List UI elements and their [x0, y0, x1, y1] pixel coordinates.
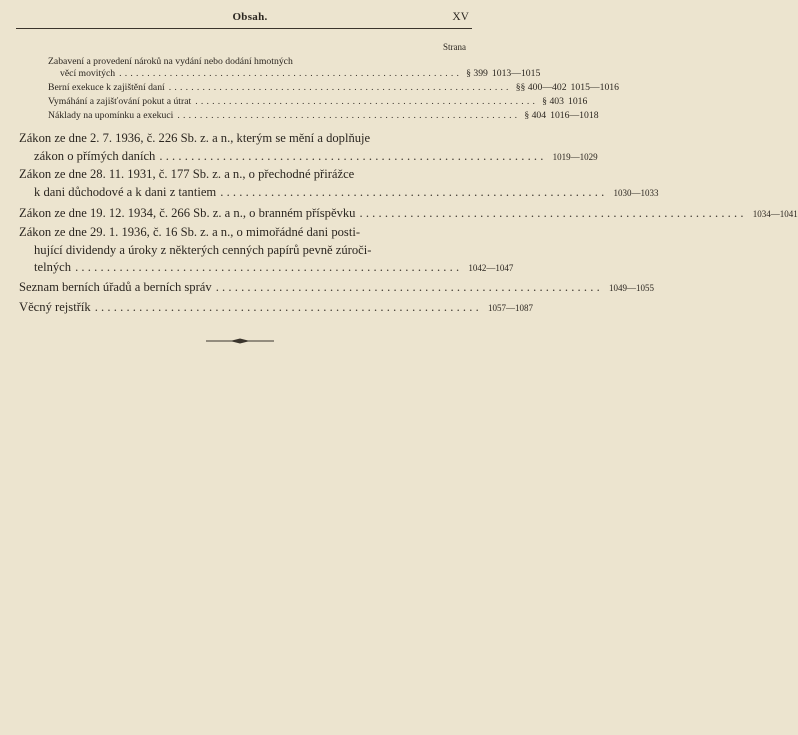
- toc-entry-section: § 404: [524, 110, 547, 121]
- toc-entry-section: § 403: [542, 96, 564, 107]
- leader-dots: .............................................................: [119, 68, 463, 79]
- toc-entry: [34, 260, 514, 275]
- ornament-divider-icon: [206, 337, 274, 345]
- toc-entry-pages: 1042—1047: [468, 263, 514, 273]
- toc-entry-text: telných: [34, 260, 72, 274]
- toc-entry-pages: 1016—1018: [550, 110, 599, 121]
- toc-entry-text: Zákon ze dne 2. 7. 1936, č. 226 Sb. z. a n., kterým se mění a doplňuje: [19, 131, 371, 145]
- toc-entry-section: §§ 400—402: [515, 82, 567, 93]
- toc-entry-text: hující dividendy a úroky z některých cenných papírů pevně zúroči-: [34, 243, 372, 257]
- toc-entry-pages: 1015—1016: [570, 82, 619, 93]
- toc-entry: [19, 300, 533, 315]
- toc-entry-text: Zákon ze dne 19. 12. 1934, č. 266 Sb. z. a n., o branném příspěvku: [19, 206, 356, 220]
- toc-entry-pages: 1013—1015: [491, 68, 541, 79]
- leader-dots: .............................................................: [94, 300, 482, 314]
- leader-dots: .............................................................: [215, 280, 603, 294]
- toc-entry-pages: 1057—1087: [487, 303, 533, 313]
- toc-entry-text: k dani důchodové a k dani z tantiem: [34, 185, 217, 199]
- toc-entry: [19, 280, 654, 295]
- toc-entry: [34, 185, 659, 200]
- toc-entry-text: Náklady na upomínku a exekuci: [48, 110, 174, 121]
- leader-dots: .............................................................: [359, 206, 747, 220]
- toc-entry-text: Zákon ze dne 29. 1. 1936, č. 16 Sb. z. a n., o mimořádné dani posti-: [19, 225, 361, 239]
- leader-dots: .............................................................: [195, 96, 539, 107]
- toc-entry-text: Vymáhání a zajišťování pokut a útrat: [48, 96, 192, 107]
- toc-entry: [60, 68, 541, 79]
- header-rule: [16, 28, 472, 29]
- toc-entry: [48, 110, 599, 121]
- toc-entry-text: zákon o přímých daních: [34, 149, 156, 163]
- toc-entry-pages: 1034—1041: [752, 209, 798, 219]
- running-header-title: Obsah.: [232, 11, 268, 23]
- page-number: XV: [452, 11, 469, 23]
- toc-entry: [48, 82, 619, 93]
- toc-entry-pages: 1016: [567, 96, 588, 107]
- leader-dots: .............................................................: [75, 260, 463, 274]
- toc-entry-text: Věcný rejstřík: [19, 300, 91, 314]
- leader-dots: .............................................................: [168, 82, 512, 93]
- toc-entry-pages: 1049—1055: [608, 283, 654, 293]
- toc-entry-text: Zabavení a provedení nároků na vydání nebo dodání hmotných: [48, 56, 293, 67]
- leader-dots: .............................................................: [159, 149, 547, 163]
- toc-entry-text: věcí movitých: [60, 68, 116, 79]
- column-header-pages: Strana: [443, 42, 466, 52]
- toc-entry-pages: 1030—1033: [613, 188, 659, 198]
- toc-entry-text: Seznam berních úřadů a berních správ: [19, 280, 212, 294]
- toc-entry: [48, 96, 588, 107]
- toc-entry-pages: 1019—1029: [552, 152, 598, 162]
- toc-entry-section: § 399: [466, 68, 488, 79]
- toc-entry: [19, 206, 798, 221]
- leader-dots: .............................................................: [177, 110, 521, 121]
- toc-entry: [34, 149, 598, 164]
- leader-dots: .............................................................: [220, 185, 608, 199]
- toc-entry-text: Berní exekuce k zajištění daní: [48, 82, 165, 93]
- toc-entry-text: Zákon ze dne 28. 11. 1931, č. 177 Sb. z. a n., o přechodné přirážce: [19, 167, 355, 181]
